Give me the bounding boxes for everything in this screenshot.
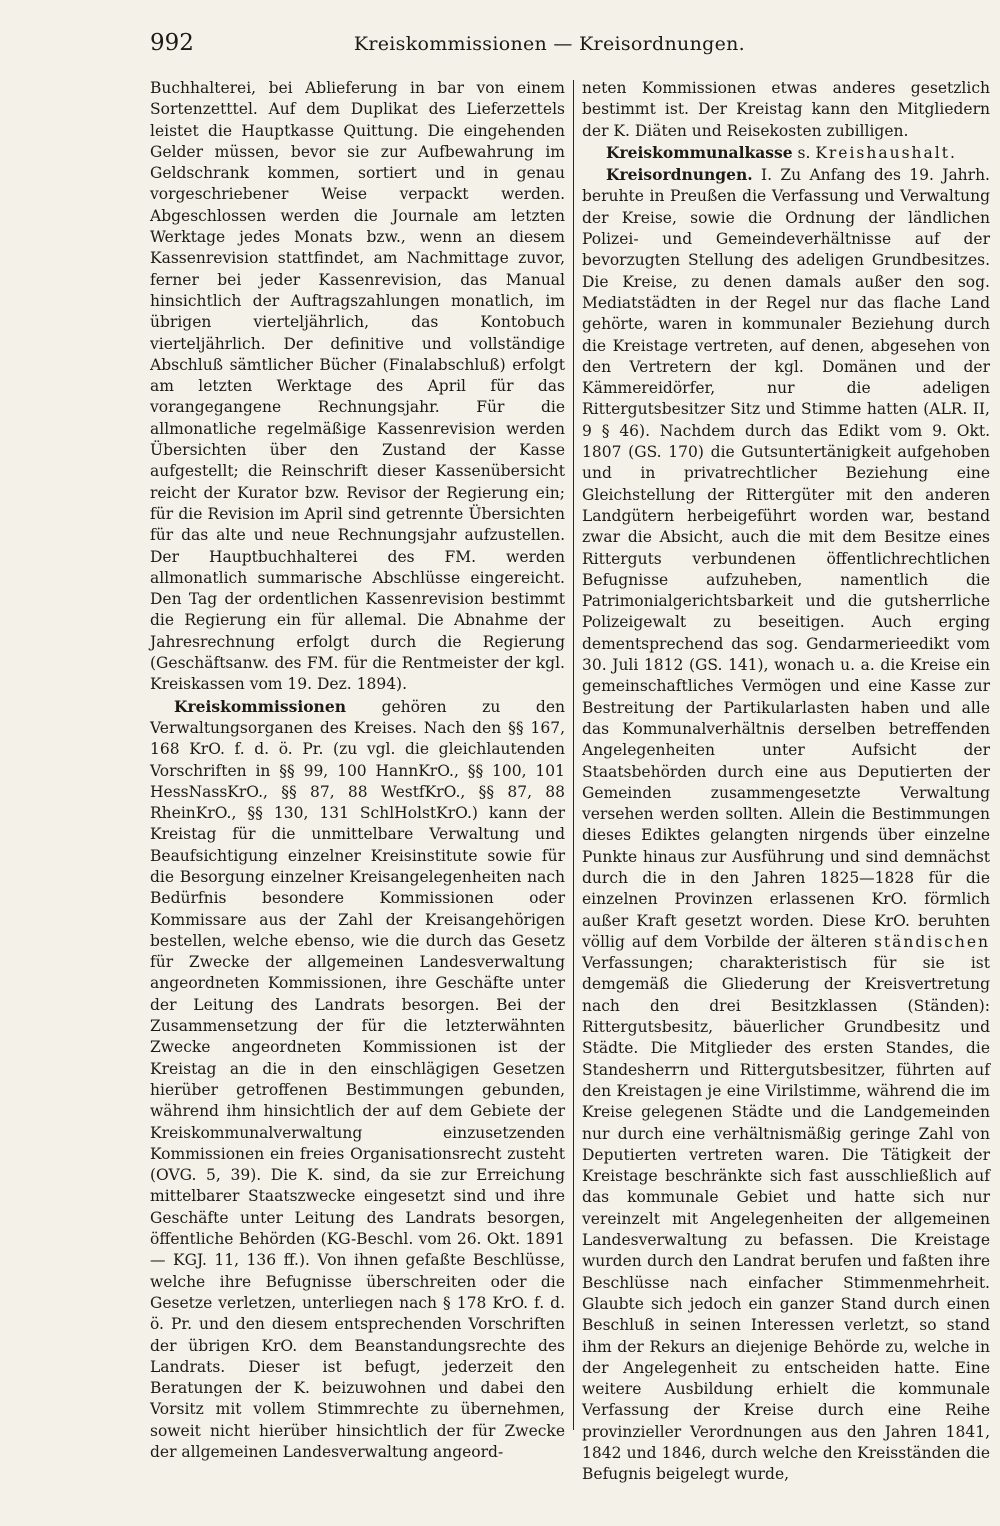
entry-text: I. Zu Anfang des 19. Jahrh. beruhte in Preußen die Verfassung und Verwaltung der Kreise, sowie die Ordnung der ländlichen Polizei- und Gemeindeverhältnisse auf der bevorzugten Stellung des adeligen Grundbesitzes. Die Kreise, zu denen damals außer den sog. Mediatstädten in der Regel nur das flache Land gehörte, waren in kommunaler Beziehung durch die Kreistage vertreten, auf denen, abgesehen von den Vertretern der kgl. Domänen und der Kämmereidörfer, nur die adeligen Rittergutsbesitzer Sitz und Stimme hatten (ALR. II, 9 § 46). Nachdem durch das Edikt vom 9. Okt. 1807 (GS. 170) die Gutsuntertänigkeit aufgehoben und in privatrechtlicher Beziehung eine Gleichstellung der Rittergüter mit den anderen Landgütern herbeigeführt worden war, bestand zwar die Absicht, auch die mit dem Besitze eines Ritterguts verbundenen öffentlichrechtlichen Befugnisse aufzuheben, namentlich die Patrimonialgerichtsbarkeit und die gutsherrliche Polizeigewalt zu beseitigen. Auch erging dementsprechend das sog. Gendarmerieedikt vom 30. Juli 1812 (GS. 141), wonach u. a. die Kreise ein gemeinschaftliches Vermögen und eine Kasse zur Bestreitung der Partikularlasten haben und alle das Kommunalverhältnis derselben betreffenden Angelegenheiten unter Aufsicht der Staatsbehörden durch eine aus Deputierten der Gemeinden zusammengesetzte Verwaltung versehen werden sollten. Allein die Bestimmungen dieses Ediktes gelangten nirgends über einzelne Punkte hinaus zur Ausführung und sind demnächst durch die in den Jahren 1825—1828 für die einzelnen Provinzen erlassenen KrO. förmlich außer Kraft gesetzt worden. Diese KrO. beruhten völlig auf dem Vorbilde der älteren [582,166,990,951]
left-column [150,78,565,1463]
entry-text: Verfassungen; charakteristisch für sie ist demgemäß die Gliederung der Kreisvertretung nach den drei Besitzklassen (Ständen): Rittergutsbesitz, bäuerlicher Grundbesitz und Städte. Die Mitglieder des ersten Standes, die Standesherrn und Rittergutsbesitzer, führten auf den Kreistagen je eine Virilstimme, während die im Kreise gelegenen Städte und die Landgemeinden nur durch eine verhältnismäßig geringe Zahl von Deputierten vertreten waren. Die Tätigkeit der Kreistage beschränkte sich fast ausschließlich auf das kommunale Gebiet und hatte sich nur vereinzelt mit Angelegenheiten der allgemeinen Landesverwaltung zu befassen. Die Kreistage wurden durch den Landrat berufen und faßten ihre Beschlüsse nach einfacher Stimmenmehrheit. Glaubte sich jedoch ein ganzer Stand durch einen Beschluß in seinen Interessen verletzt, so stand ihm der Rekurs an diejenige Behörde zu, welche in der Angelegenheit zu entscheiden hatte. Eine weitere Ausbildung erhielt die kommunale Verfassung der Kreise durch eine Reihe provinzieller Verordnungen aus den Jahren 1841, 1842 und 1846, durch welche den Kreisständen die Befugnis beigelegt wurde, [582,954,990,1484]
page-header [150,30,745,62]
page-number: 992 [150,30,194,56]
entry-text: s. [792,143,816,162]
cross-reference: Kreishaushalt. [815,143,957,162]
entry-term: Kreiskommunalkasse [606,142,793,162]
entry-text: gehören zu den Verwaltungsorganen des Kreises. Nach den §§ 167, 168 KrO. f. d. ö. Pr. (zu vgl. die gleichlautenden Vorschriften in §§ 99, 100 HannKrO., §§ 100, 101 HessNassKrO., §§ 87, 88 WestfKrO., §§ 87, 88 RheinKrO., §§ 130, 131 SchlHolstKrO.) kann der Kreistag für die unmittelbare Verwaltung und Beaufsichtigung einzelner Kreisinstitute sowie für die Besorgung einzelner Kreisangelegenheiten nach Bedürfnis besondere Kommissionen oder Kommissare aus der Zahl der Kreisangehörigen bestellen, welche ebenso, wie die durch das Gesetz für Zwecke der allgemeinen Landesverwaltung angeordneten Kommissionen, ihre Geschäfte unter der Leitung des Landrats besorgen. Bei der Zusammensetzung der für die letzterwähnten Zwecke angeordneten Kommissionen ist der Kreistag an die in den einschlägigen Gesetzen hierüber getroffenen Bestimmungen gebunden, während ihm hinsichtlich der auf dem Gebiete der Kreiskommunalverwaltung einzusetzenden Kommissionen ein freies Organisationsrecht zusteht (OVG. 5, 39). Die K. sind, da sie zur Erreichung mittelbarer Staatszwecke eingesetzt sind und ihre Geschäfte unter Leitung des Landrats besorgen, öffentliche Behörden (KG-Beschl. vom 26. Okt. 1891 — KGJ. 11, 136 ff.). Von ihnen gefaßte Beschlüsse, welche ihre Befugnisse überschreiten oder die Gesetze verletzen, unterliegen nach § 178 KrO. f. d. ö. Pr. und den diesem entsprechenden Vorschriften der übrigen KrO. dem Beanstandungsrechte des Landrats. Dieser ist befugt, jederzeit den Beratungen der K. beizuwohnen und dabei den Vorsitz mit vollem Stimmrechte zu übernehmen, soweit nicht hierüber hinsichtlich der für Zwecke der allgemeinen Landesverwaltung angeord- [150,697,565,1461]
left-paragraph-continuation: Buchhalterei, bei Ablieferung in bar von einem Sortenzetttel. Auf dem Duplikat des Lieferzettels leistet die Hauptkasse Quittung. Die eingehenden Gelder müssen, bevor sie zur Aufbewahrung im Geldschrank kommen, sortiert und in genau vorgeschriebener Weise verpackt werden. Abgeschlossen werden die Journale am letzten Werktage jedes Monats bzw., wenn an diesem Kassenrevision stattfindet, am Nachmittage zuvor, ferner bei jeder Kassenrevision, das Manual hinsichtlich der Auftragszahlungen monatlich, im übrigen vierteljährlich, das Kontobuch vierteljährlich. Der definitive und vollständige Abschluß sämtlicher Bücher (Finalabschluß) erfolgt am letzten Werktage des April für das vorangegangene Rechnungsjahr. Für die allmonatliche regelmäßige Kassenrevision werden Übersichten über den Zustand der Kasse aufgestellt; die Reinschrift dieser Kassenübersicht reicht der Kurator bzw. Revisor der Regierung ein; für die Revision im April sind getrennte Übersichten für das alte und neue Rechnungsjahr aufzustellen. Der Hauptbuchhalterei des FM. werden allmonatlich summarische Abschlüsse eingereicht. Den Tag der ordentlichen Kassenrevision bestimmt die Regierung ein für allemal. Die Abnahme der Jahresrechnung erfolgt durch die Regierung (Geschäftsanw. des FM. für die Rentmeister der kgl. Kreiskassen vom 19. Dez. 1894). [150,79,565,694]
emphasized-word: ständischen [873,932,990,951]
right-paragraph-continuation: neten Kommissionen etwas anderes gesetzlich bestimmt ist. Der Kreistag kann den Mitgliedern der K. Diäten und Reisekosten zubilligen. [582,79,990,140]
entry-term: Kreisordnungen. [606,165,753,185]
column-divider [573,80,574,1430]
entry-kreiskommissionen [150,696,565,1464]
right-column [582,78,990,1486]
entry-kreisordnungen [582,164,990,1485]
entry-term: Kreiskommissionen [174,696,346,716]
entry-kreiskommunalkasse [582,142,990,164]
running-head: Kreiskommissionen — Kreisordnungen. [353,33,745,55]
